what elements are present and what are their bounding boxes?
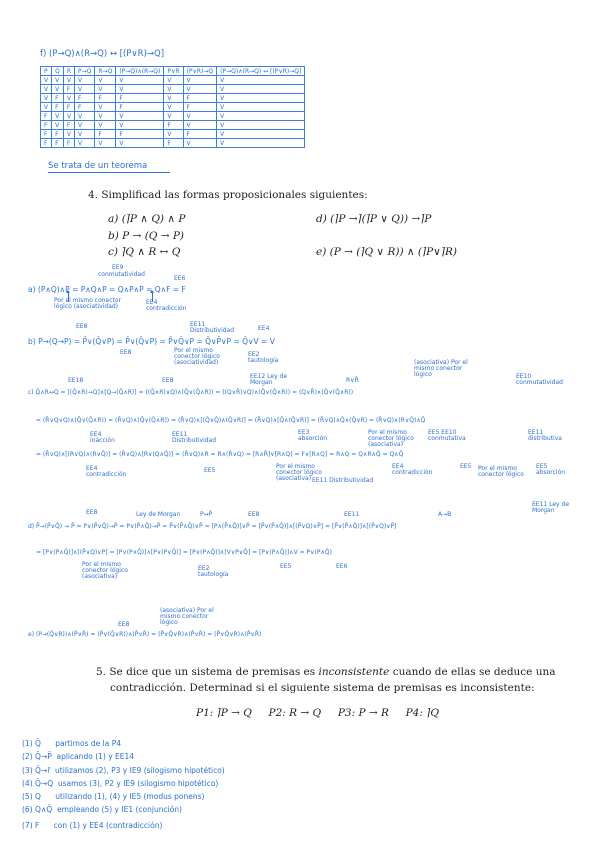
q4-item-e: e) (P → (⌉Q ∨ R)) ∧ (⌉P∨⌉R) [316, 246, 457, 258]
table-cell: F [63, 103, 74, 112]
sol-a-line: a) (P∧Q)∧P = P∧Q∧P = Q∧P∧P = Q∧F = F [28, 285, 186, 294]
sol-c3-annot: EE11 Distributividad [312, 477, 374, 484]
sol-c3-annot: Por el mismo conector lógico [478, 465, 524, 478]
proof-step: (1) Q̄ partimos de la P4 [22, 739, 121, 748]
table-cell: V [116, 112, 164, 121]
sol-a-annot: conmutatividad [98, 271, 145, 278]
table-cell: V [217, 121, 305, 130]
sol-d-annot: A→B [438, 511, 452, 518]
q5-line2: contradicción. Determinad si el siguiente sistema de premisas es inconsistente: [110, 682, 535, 694]
table-cell: F [183, 94, 217, 103]
table-cell: F [95, 94, 116, 103]
table-cell: V [52, 121, 64, 130]
annotation-arrow [68, 292, 69, 302]
table-cell: V [164, 130, 183, 139]
table-cell: F [63, 85, 74, 94]
table-cell: V [95, 76, 116, 85]
table-cell: V [183, 85, 217, 94]
table-cell: V [183, 121, 217, 130]
sol-c3-annot: EE5 [460, 463, 472, 470]
table-cell: V [217, 76, 305, 85]
table-cell: V [164, 112, 183, 121]
sol-d2-annot: EE5 [280, 563, 292, 570]
table-cell: V [75, 121, 95, 130]
sol-d2-annot: EE6 [336, 563, 348, 570]
proof-step: (2) Q̄→P̄ aplicando (1) y EE14 [22, 752, 135, 761]
table-cell: V [95, 112, 116, 121]
table-cell: F [41, 112, 52, 121]
table-cell: F [41, 139, 52, 148]
proof-step: (6) Q∧Q̄ empleando (5) y IE1 (conjunción) [22, 805, 182, 814]
table-cell: V [164, 94, 183, 103]
part-f-heading: f) (P→Q)∧(R→Q) ↔ [(P∨R)→Q] [40, 49, 165, 59]
sol-b-annot: EE8 [76, 323, 88, 330]
table-cell: V [217, 139, 305, 148]
proof-step: (3) Q̄→r̄ utilizamos (2), P3 y IE9 (silogismo hipotético) [22, 766, 225, 775]
q4-title: 4. Simplificad las formas proposicionales siguientes: [88, 189, 368, 201]
table-cell: F [52, 139, 64, 148]
table-cell: V [63, 94, 74, 103]
sol-d-annot: P↔P̄ [200, 511, 213, 518]
sol-b-annot: Por el mismo conector lógico (asociatividad) [174, 347, 220, 366]
table-header-cell: (P∨R)→Q [183, 67, 217, 76]
sol-c3-annot: EE5 absorción [536, 463, 566, 476]
sol-c-line: c) Q̄∧R↔Q = [(Q̄∧R)→Q]∧[Q→(Q̄∧R)] = ((Q̄∧R)∨Q)∧(Q̄∨(Q̄∧R)) = ((Q∨R̄)∨Q)∧(Q̄∨(Q̄∧R)) = (Q∨R̄)∧(Q̄∨(Q̄∧R)) [28, 389, 354, 396]
q5-line1 [96, 666, 556, 678]
proof-step: (4) Q̄→Q usamos (3), P2 y IE9 (silogismo hipotético) [22, 779, 219, 788]
table-cell: V [95, 103, 116, 112]
table-cell: V [95, 139, 116, 148]
sol-d2-annot: EE2 tautología [198, 565, 229, 578]
sol-b-annot: EE11 Distributividad [190, 321, 235, 334]
table-row [41, 76, 305, 85]
proof-step: (5) Q utilizando (1), (4) y IE5 (modus ponens) [22, 792, 205, 801]
table-cell: V [164, 103, 183, 112]
table-cell: F [75, 103, 95, 112]
table-cell: V [52, 76, 64, 85]
sol-c2-annot: EE4 inacción [90, 431, 115, 444]
sol-c3-annot: Por el mismo conector lógico (asociativa) [276, 463, 322, 482]
sol-c3-annot: EE4 contradicción [392, 463, 433, 476]
sol-a-annot: EE9 [112, 264, 124, 271]
sol-c2-annot: EE11 Distributividad [172, 431, 217, 444]
sol-e-annot: EE8 [118, 621, 130, 628]
sol-d-annot: Ley de Morgan [136, 511, 181, 518]
table-header-cell: (P→Q)∧(R→Q) ↔ [(P∨R)→Q] [217, 67, 305, 76]
table-cell: V [95, 85, 116, 94]
table-cell: V [116, 85, 164, 94]
table-row [41, 130, 305, 139]
sol-d-annot: EE8 [86, 509, 98, 516]
sol-b-annot: EE2 tautología [248, 351, 279, 364]
q4-item-d: d) (⌉P →⌉(⌉P ∨ Q)) →⌉P [316, 213, 432, 225]
table-cell: F [95, 130, 116, 139]
table-row [41, 121, 305, 130]
table-cell: V [217, 103, 305, 112]
sol-c-annot: R∨R̄ [346, 377, 359, 384]
sol-d-annot: EE8 [248, 511, 260, 518]
table-header-cell: (P→Q)∧(R→Q) [116, 67, 164, 76]
sol-d2-annot: Por el mismo conector lógico (asociativa) [82, 561, 128, 580]
table-cell: V [217, 94, 305, 103]
q5-line1-start: 5. Se dice que un sistema de premisas es [96, 666, 316, 678]
sol-e-line: e) (P→(Q̄∨R))∧(P̄∨R̄) = (P̄∨(Q̄∨R))∧(P̄∨R̄) = (P̄∨Q̄∨R)∧(P̄∨R̄) = (P̄∨Q̄∨R)∧(P̄∨R̄) [28, 631, 262, 638]
sol-a-annot: EE6 [174, 275, 186, 282]
table-cell: V [217, 112, 305, 121]
q5-inconsistente-term: inconsistente [318, 666, 390, 678]
sol-b-annot: EE4 [258, 325, 270, 332]
table-cell: V [75, 139, 95, 148]
table-cell: F [116, 94, 164, 103]
sol-c-annot: EE18 [68, 377, 84, 384]
table-cell: F [63, 121, 74, 130]
table-cell: F [183, 103, 217, 112]
table-cell: V [63, 130, 74, 139]
table-cell: F [41, 130, 52, 139]
sol-d-annot: EE11 [344, 511, 360, 518]
sol-d-line: d) P̄→(P̄∨Q̄) → P̄ = P∨(P̄∨Q̄)→P̄ = P∨(P̄∧Q̄)→P̄ = P̄∨(P̄∧Q̄)∨P̄ = [P∧(P̄∧Q̄)]∨P̄ = [P̄∨(P̄∧Q̄)]∧[(P̄∨Q)∨P̄] = [P̄∨(P̄∧Q̄)]∧[(P̄∨Q)∨P̄] [28, 523, 397, 530]
table-row [41, 103, 305, 112]
table-cell: F [116, 130, 164, 139]
sol-c-annot: EE10 conmutatividad [516, 373, 563, 386]
table-cell: F [75, 94, 95, 103]
truth-table [40, 66, 305, 148]
q4-item-c: c) ⌉Q ∧ R ↔ Q [108, 246, 181, 258]
table-cell: V [164, 76, 183, 85]
sol-c2-annot: EE11 distributiva [528, 429, 562, 442]
table-cell: V [217, 130, 305, 139]
tautology-underline [48, 172, 170, 173]
table-cell: V [75, 130, 95, 139]
table-cell: V [41, 76, 52, 85]
sol-c3-annot: EE5 [204, 467, 216, 474]
table-cell: V [183, 76, 217, 85]
sol-a-annot: EE4 contradicción [146, 299, 187, 312]
truth-table-header-row [41, 67, 305, 76]
table-cell: V [75, 85, 95, 94]
sol-a-annot: Por el mismo conector lógico (asociatividad) [54, 297, 122, 310]
table-header-cell: P∨R [164, 67, 183, 76]
sol-b-line: b) P→(Q→P) = P̄∨(Q̄∨P) = P̄∨(Q̄∨P) = P̄∨Q̄∨P = Q̄∨P̄∨P = Q̄∨V = V [28, 337, 275, 346]
table-cell: F [52, 94, 64, 103]
sol-c2-annot: Por el mismo conector lógico (asociativa) [368, 429, 414, 448]
table-cell: V [116, 139, 164, 148]
table-cell: V [164, 85, 183, 94]
sol-c2-annot: EE5 EE10 conmutativa [428, 429, 466, 442]
table-header-cell: P→Q [75, 67, 95, 76]
sol-c-annot: (asociativa) Por el mismo conector lógico [414, 359, 468, 378]
annotation-arrow [152, 292, 153, 302]
table-cell: V [41, 85, 52, 94]
table-cell: V [52, 112, 64, 121]
table-cell: V [183, 139, 217, 148]
sol-c3-line: = (R̄∨Q)∧[(R∨Q)∧(R∨Q̄)] = (R̄∨Q)∧[R∨(Q∧Q̄)] = (R̄∨Q)∧R = R∧(R̄∨Q) = [R∧R̄]∨[R∧Q] = F∨[R∧Q] = R∧Q = Q∧R∧Q̄ = Q∧Q̄ [36, 451, 404, 458]
sol-c3-annot: EE4 contradicción [86, 465, 127, 478]
table-cell: F [164, 121, 183, 130]
sol-c-annot: EE12 Ley de Morgan [250, 373, 288, 386]
table-cell: V [95, 121, 116, 130]
table-cell: V [63, 76, 74, 85]
table-row [41, 94, 305, 103]
table-cell: V [75, 112, 95, 121]
table-header-cell: Q [52, 67, 64, 76]
table-cell: V [41, 103, 52, 112]
table-header-cell: R [63, 67, 74, 76]
table-cell: V [63, 112, 74, 121]
proof-step: (7) F con (1) y EE4 (contradicción) [22, 821, 163, 830]
sol-c2-annot: EE3 absorción [298, 429, 328, 442]
sol-b-annot: EE8 [120, 349, 132, 356]
table-cell: V [52, 85, 64, 94]
sol-c-annot: EE8 [162, 377, 174, 384]
q5-premises: P1: ⌉P → Q P2: R → Q P3: P → R P4: ⌉Q [196, 707, 439, 719]
tautology-note: Se trata de un teorema [48, 161, 148, 171]
table-cell: F [52, 130, 64, 139]
table-cell: F [164, 139, 183, 148]
table-cell: V [217, 85, 305, 94]
table-cell: F [116, 103, 164, 112]
table-cell: F [41, 121, 52, 130]
table-cell: V [75, 76, 95, 85]
table-row [41, 85, 305, 94]
table-cell: V [41, 94, 52, 103]
table-header-cell: R→Q [95, 67, 116, 76]
table-row [41, 112, 305, 121]
table-cell: F [183, 130, 217, 139]
sol-c2-line: = (R̄∨Q∨Q)∧(Q̄∨(Q̄∧R)) = (R̄∨Q)∧(Q̄∨(Q̄∧R)) = (R̄∨Q)∧[(Q̄∨Q̄)∧(Q̄∨R)] = (R̄∨Q)∧[Q̄∧(Q̄∨R)] = (R̄∨Q)∧Q̄∧(Q̄∨R) = (R̄∨Q)∧(R∨Q̄)∧Q̄ [36, 417, 426, 424]
q4-item-b: b) P → (Q → P) [108, 230, 185, 242]
table-header-cell: P [41, 67, 52, 76]
sol-e-annot: (asociativa) Por el mismo conector lógico [160, 607, 214, 626]
truth-table-body [41, 76, 305, 148]
table-row [41, 139, 305, 148]
q4-item-a: a) (⌉P ∧ Q) ∧ P [108, 213, 186, 225]
table-cell: V [116, 76, 164, 85]
sol-d-annot: EE11 Ley de Morgan [532, 501, 570, 514]
table-cell: F [52, 103, 64, 112]
sol-d2-line: = [P∨(P∧Q̄)]∧[(P̄∨Q)∨P] = [P∨(P∧Q̄)]∧[P∨(P∨Q̄)] = [P∨(P∧Q̄)]∧[V∨P∨Q̄] = [P∨(P∧Q̄)]∧V = P∨(P∧Q̄) [36, 549, 332, 556]
table-cell: V [183, 112, 217, 121]
q5-line1-end: cuando de ellas se deduce una [392, 666, 556, 678]
table-cell: V [116, 121, 164, 130]
table-cell: F [63, 139, 74, 148]
